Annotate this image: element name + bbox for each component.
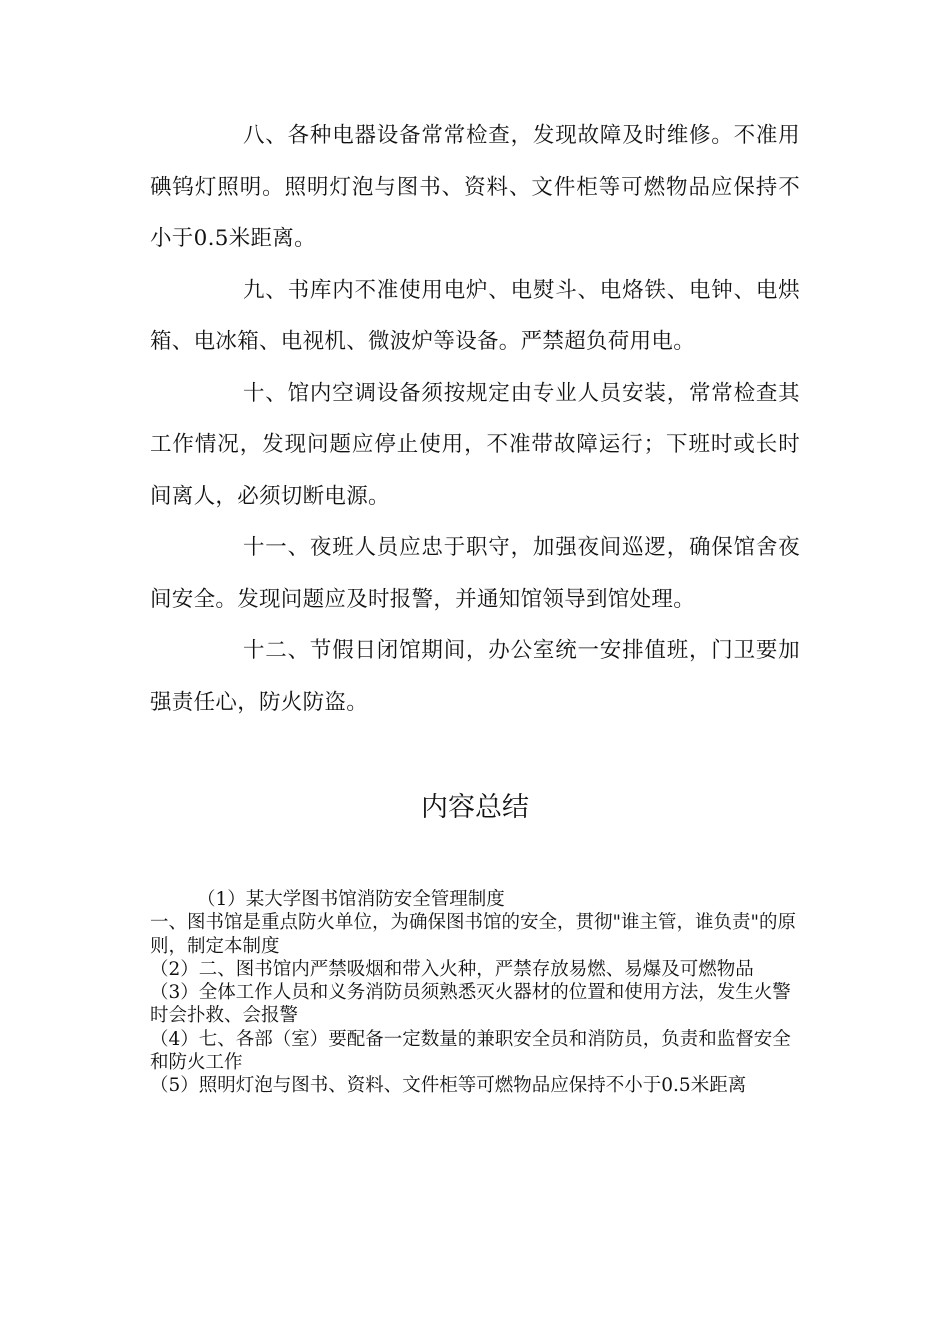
summary-item: （2）二、图书馆内严禁吸烟和带入火种，严禁存放易燃、易爆及可燃物品 [150,958,754,980]
article-9: 九、书库内不准使用电炉、电熨斗、电烙铁、电钟、电烘箱、电冰箱、电视机、微波炉等设备。严禁超负荷用电。 [150,277,800,354]
summary-item: （3）全体工作人员和义务消防员须熟悉灭火器材的位置和使用方法，发生火警时会扑救、会报警 [150,982,791,1027]
summary-item: （1）某大学图书馆消防安全管理制度 [197,889,505,910]
summary-title: 内容总结 [421,792,529,823]
summary-item: （4）七、各部（室）要配备一定数量的兼职安全员和消防员，负责和监督安全和防火工作 [150,1028,791,1074]
summary-item: （5）照明灯泡与图书、资料、文件柜等可燃物品应保持不小于0.5米距离 [150,1075,747,1097]
summary-list [150,888,802,1098]
article-8: 八、各种电器设备常常检查，发现故障及时维修。不准用碘钨灯照明。照明灯泡与图书、资料、文件柜等可燃物品应保持不小于0.5米距离。 [150,123,800,251]
regulation-articles [150,110,800,728]
summary-item: 一、图书馆是重点防火单位，为确保图书馆的安全，贯彻"谁主管，谁负责"的原则，制定本制度 [150,912,797,957]
article-11: 十一、夜班人员应忠于职守，加强夜间巡逻，确保馆舍夜间安全。发现问题应及时报警，并通知馆领导到馆处理。 [150,535,800,612]
article-12: 十二、节假日闭馆期间，办公室统一安排值班，门卫要加强责任心，防火防盗。 [150,638,800,715]
article-10: 十、馆内空调设备须按规定由专业人员安装，常常检查其工作情况，发现问题应停止使用，不准带故障运行；下班时或长时间离人，必须切断电源。 [150,380,800,509]
